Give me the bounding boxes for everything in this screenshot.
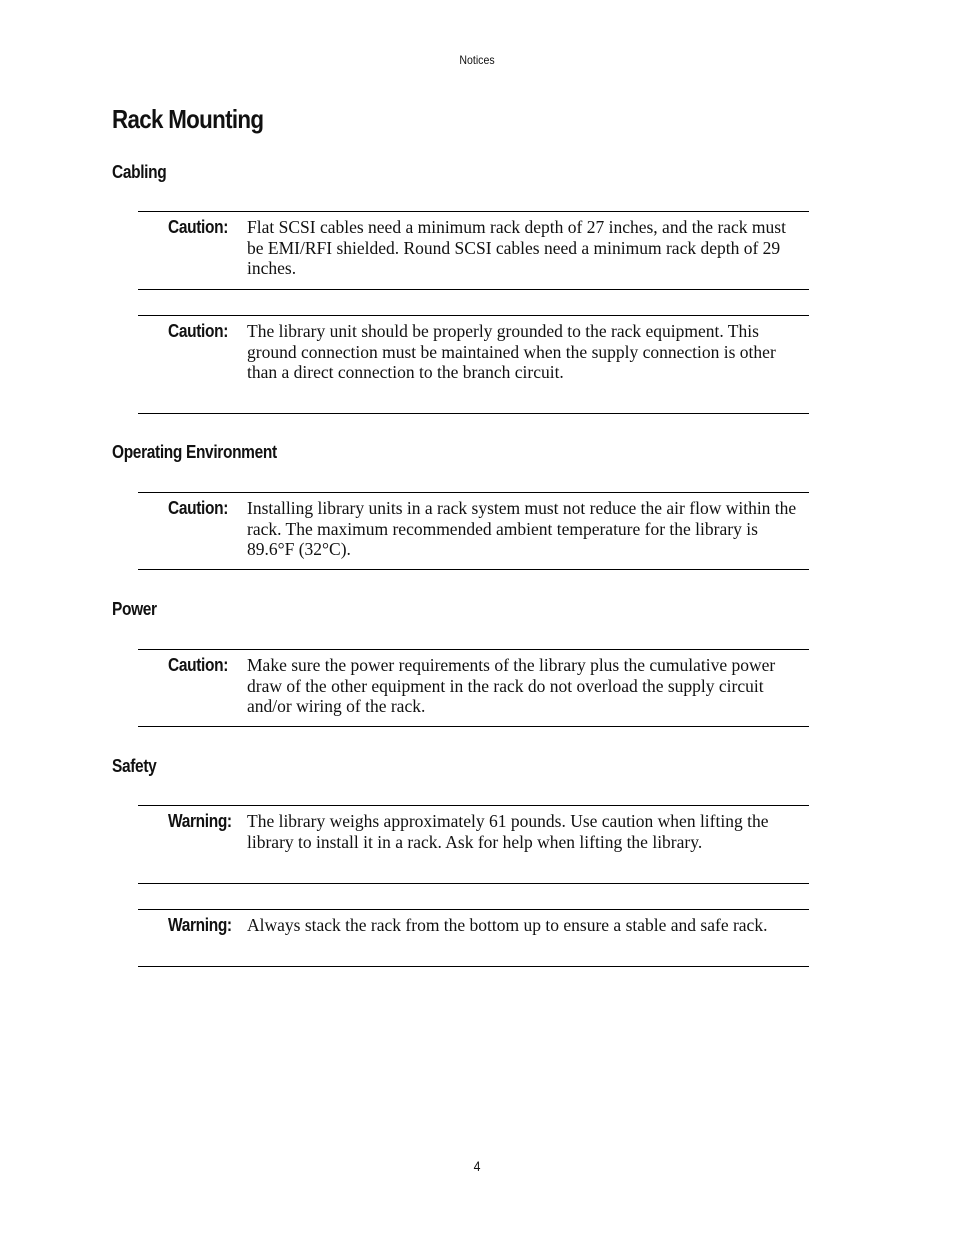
warning-text: Always stack the rack from the bottom up to ensure a stable and safe rack. — [247, 915, 768, 935]
caution-text: The library unit should be properly grounded to the rack equipment. This ground connection must be maintained when the supply connection is other than a direct connection to the branch circuit. — [247, 321, 776, 383]
warning-text: The library weighs approximately 61 pounds. Use caution when lifting the library to install it in a rack. Ask for help when lifting the library. — [247, 811, 769, 852]
section-heading-cabling: Cabling — [112, 162, 167, 182]
caution-notice-cabling-ground — [138, 315, 809, 414]
section-heading-safety: Safety — [112, 756, 157, 776]
running-header: Notices — [459, 53, 495, 67]
page-number: 4 — [473, 1158, 481, 1174]
page-title: Rack Mounting — [112, 104, 264, 134]
warning-label: Warning: — [168, 915, 232, 935]
caution-label: Caution: — [168, 217, 229, 237]
caution-label: Caution: — [168, 498, 229, 518]
warning-notice-stacking — [138, 909, 809, 967]
caution-notice-power — [138, 649, 809, 727]
caution-text: Installing library units in a rack system must not reduce the air flow within the rack. The maximum recommended ambient temperature for the library is 89.6°F (32°C). — [247, 498, 797, 560]
caution-notice-cabling-scsi — [138, 211, 809, 290]
section-heading-power: Power — [112, 599, 157, 619]
caution-text: Make sure the power requirements of the library plus the cumulative power draw of the other equipment in the rack do not overload the supply circuit and/or wiring of the rack. — [247, 655, 776, 717]
caution-notice-airflow — [138, 492, 809, 570]
warning-notice-weight — [138, 805, 809, 884]
warning-label: Warning: — [168, 811, 232, 831]
section-heading-operating-environment: Operating Environment — [112, 442, 277, 462]
caution-text: Flat SCSI cables need a minimum rack depth of 27 inches, and the rack must be EMI/RFI shielded. Round SCSI cables need a minimum rack depth of 29 inches. — [247, 217, 786, 279]
caution-label: Caution: — [168, 655, 229, 675]
caution-label: Caution: — [168, 321, 229, 341]
